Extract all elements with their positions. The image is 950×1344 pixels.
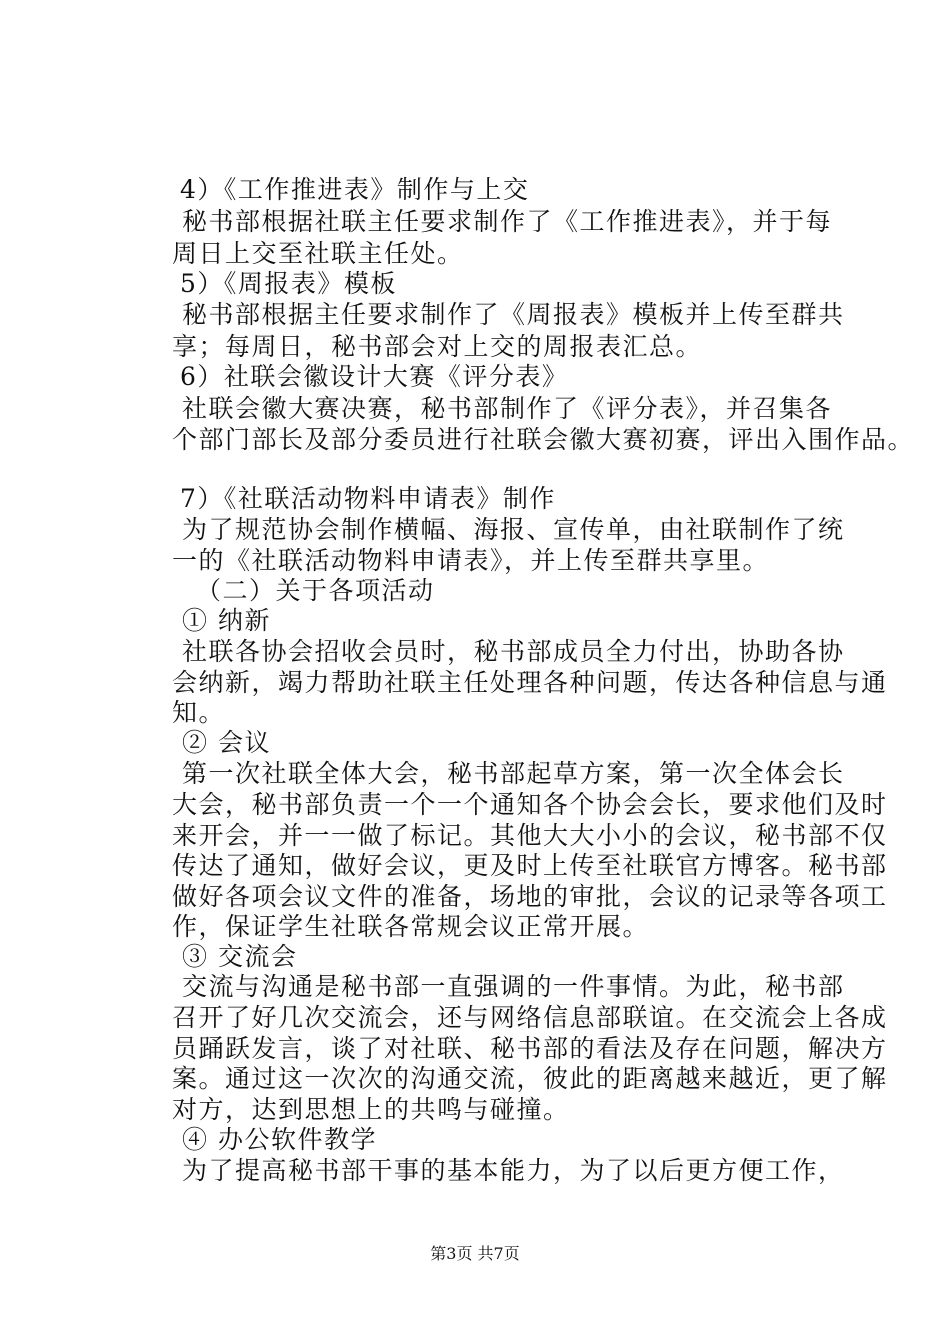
paragraph-line: 一的《社联活动物料申请表》，并上传至群共享里。 [172,546,770,575]
paragraph-line: 社联会徽大赛决赛，秘书部制作了《评分表》，并召集各 [182,394,833,423]
page-footer: 第3页 共7页 [430,1244,520,1263]
paragraph-line: 秘书部根据社联主任要求制作了《工作推进表》，并于每 [182,207,833,236]
paragraph-line: 大会，秘书部负责一个一个通知各个协会会长，要求他们及时 [172,790,888,819]
paragraph-line: 会纳新，竭力帮助社联主任处理各种问题，传达各种信息与通 [172,668,888,697]
paragraph-line: 交流与沟通是秘书部一直强调的一件事情。为此，秘书部 [182,972,845,1001]
item-heading-office-software: ④ 办公软件教学 [182,1125,377,1154]
paragraph-line: 社联各协会招收会员时，秘书部成员全力付出，协助各协 [182,637,845,666]
item-heading-meetings: ② 会议 [182,728,271,757]
paragraph-line: 案。通过这一次次的沟通交流，彼此的距离越来越近，更了解 [172,1064,888,1093]
paragraph-line: 员踊跃发言，谈了对社联、秘书部的看法及存在问题，解决方 [172,1034,888,1063]
heading-weekly-report: 5）《周报表》模板 [180,269,397,298]
paragraph-line: 来开会，并一一做了标记。其他大大小小的会议，秘书部不仅 [172,821,888,850]
paragraph-line: 对方，达到思想上的共鸣与碰撞。 [172,1095,570,1124]
paragraph-line: 知。 [172,698,226,727]
heading-emblem-scoring: 6）社联会徽设计大赛《评分表》 [180,362,569,391]
paragraph-line: 传达了通知，做好会议，更及时上传至社联官方博客。秘书部 [172,851,888,880]
heading-material-request: 7）《社联活动物料申请表》制作 [180,484,556,513]
paragraph-line: 为了提高秘书部干事的基本能力，为了以后更方便工作， [182,1156,845,1185]
paragraph-line: 享；每周日，秘书部会对上交的周报表汇总。 [172,332,703,361]
paragraph-line: 秘书部根据主任要求制作了《周报表》模板并上传至群共 [182,300,845,329]
paragraph-line: 做好各项会议文件的准备，场地的审批，会议的记录等各项工 [172,882,888,911]
item-heading-exchange: ③ 交流会 [182,942,298,971]
section-heading-activities: （二）关于各项活动 [196,576,435,605]
item-heading-recruitment: ① 纳新 [182,606,271,635]
paragraph-line: 作，保证学生社联各常规会议正常开展。 [172,912,650,941]
paragraph-line: 周日上交至社联主任处。 [172,239,464,268]
paragraph-line: 召开了好几次交流会，还与网络信息部联谊。在交流会上各成 [172,1003,888,1032]
paragraph-line: 为了规范协会制作横幅、海报、宣传单，由社联制作了统 [182,515,845,544]
paragraph-line: 第一次社联全体大会，秘书部起草方案，第一次全体会长 [182,759,845,788]
paragraph-line: 个部门部长及部分委员进行社联会徽大赛初赛，评出入围作品。 [172,425,915,454]
heading-work-progress-table: 4）《工作推进表》制作与上交 [180,175,530,204]
